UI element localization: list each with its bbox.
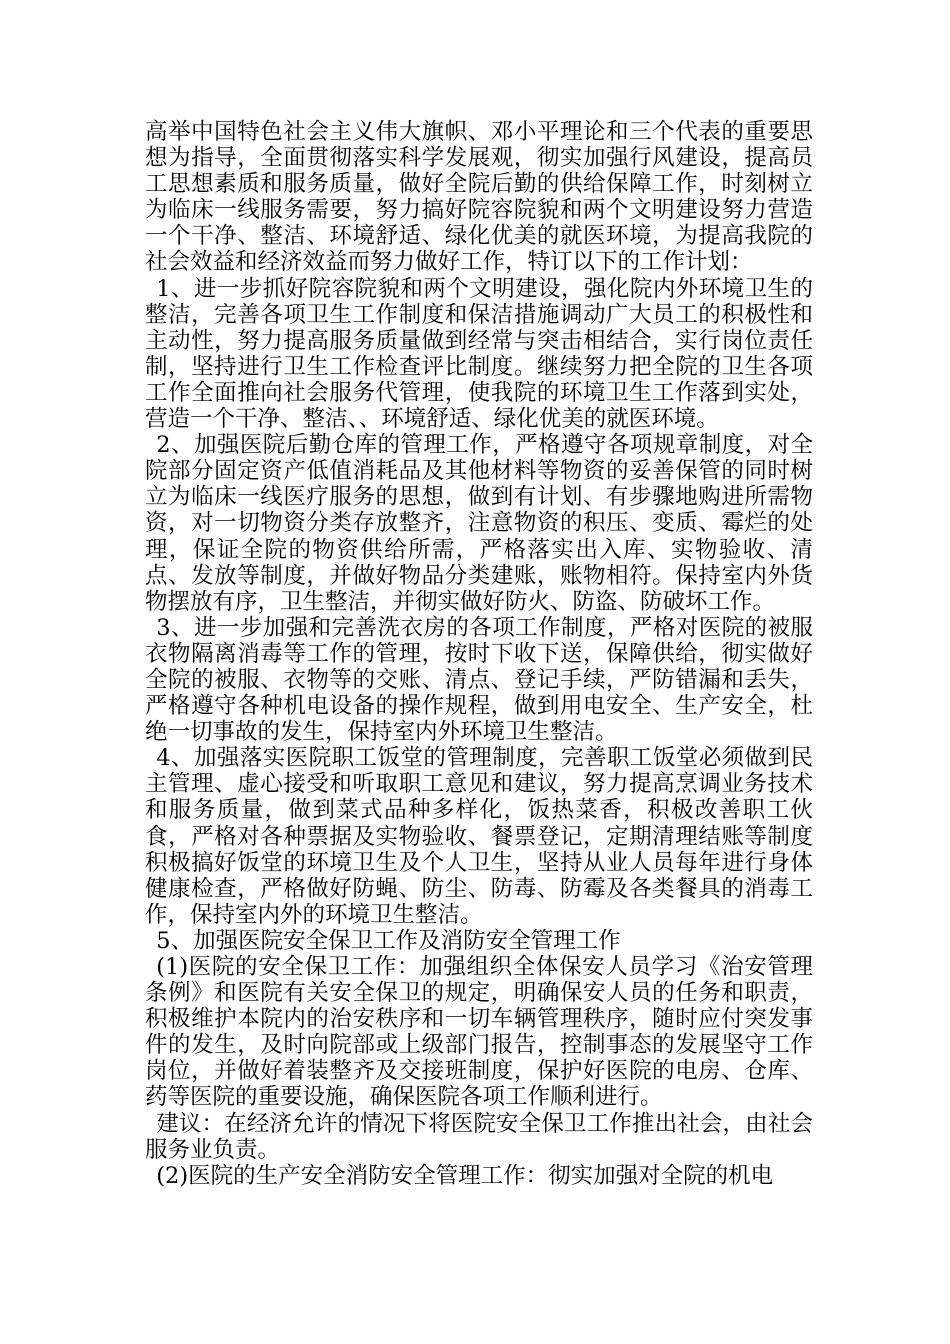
item-2-paragraph: 2、加强医院后勤仓库的管理工作，严格遵守各项规章制度，对全院部分固定资产低值消耗品及其他材料等物资的妥善保管的同时树立为临床一线医疗服务的思想，做到有计划、有步骤地购进所需物资，对一切物资分类存放整齐，注意物资的积压、变质、霉烂的处理，保证全院的物资供给所需，严格落实出入库、实物验收、清点、发放等制度，并做好物品分类建账，账物相符。保持室内外货物摆放有序，卫生整洁，并彻实做好防火、防盗、防破坏工作。: [145, 432, 813, 615]
intro-paragraph: 高举中国特色社会主义伟大旗帜、邓小平理论和三个代表的重要思想为指导，全面贯彻落实科学发展观，彻实加强行风建设，提高员工思想素质和服务质量，做好全院后勤的供给保障工作，时刻树立为临床一线服务需要，努力搞好院容院貌和两个文明建设努力营造一个干净、整洁、环境舒适、绿化优美的就医环境，为提高我院的社会效益和经济效益而努力做好工作，特订以下的工作计划：: [145, 119, 813, 276]
item-5-heading: 5、加强医院安全保卫工作及消防安全管理工作: [156, 927, 621, 954]
item-5-2-paragraph: (2)医院的生产安全消防安全管理工作：彻实加强对全院的机电: [156, 1162, 774, 1189]
item-3-paragraph: 3、进一步加强和完善洗衣房的各项工作制度，严格对医院的被服衣物隔离消毒等工作的管理，按时下收下送，保障供给，彻实做好全院的被服、衣物等的交账、清点、登记手续，严防错漏和丢失，严格遵守各种机电设备的操作规程，做到用电安全、生产安全，杜绝一切事故的发生，保持室内外环境卫生整洁。: [145, 614, 813, 746]
item-5-1-paragraph: (1)医院的安全保卫工作：加强组织全体保安人员学习《治安管理条例》和医院有关安全保卫的规定，明确保安人员的任务和职责，积极维护本院内的治安秩序和一切车辆管理秩序，随时应付突发事件的发生，及时向院部或上级部门报告，控制事态的发展坚守工作岗位，并做好着装整齐及交接班制度，保护好医院的电房、仓库、药等医院的重要设施，确保医院各项工作顺利进行。: [145, 954, 813, 1111]
document-body: [145, 119, 813, 1189]
item-4-paragraph: 4、加强落实医院职工饭堂的管理制度，完善职工饭堂必须做到民主管理、虚心接受和听取职工意见和建议，努力提高烹调业务技术和服务质量，做到菜式品种多样化，饭热菜香，积极改善职工伙食，严格对各种票据及实物验收、餐票登记，定期清理结账等制度积极搞好饭堂的环境卫生及个人卫生，坚持从业人员每年进行身体健康检查，严格做好防蝇、防尘、防毒、防霉及各类餐具的消毒工作，保持室内外的环境卫生整洁。: [145, 745, 813, 928]
suggestion-paragraph: 建议：在经济允许的情况下将医院安全保卫工作推出社会，由社会服务业负责。: [145, 1110, 813, 1163]
item-1-paragraph: 1、进一步抓好院容院貌和两个文明建设，强化院内外环境卫生的整洁，完善各项卫生工作制度和保洁措施调动广大员工的积极性和主动性，努力提高服务质量做到经常与突击相结合，实行岗位责任制，坚持进行卫生工作检查评比制度。继续努力把全院的卫生各项工作全面推向社会服务代管理，使我院的环境卫生工作落到实处，营造一个干净、整洁、、环境舒适、绿化优美的就医环境。: [145, 275, 813, 433]
